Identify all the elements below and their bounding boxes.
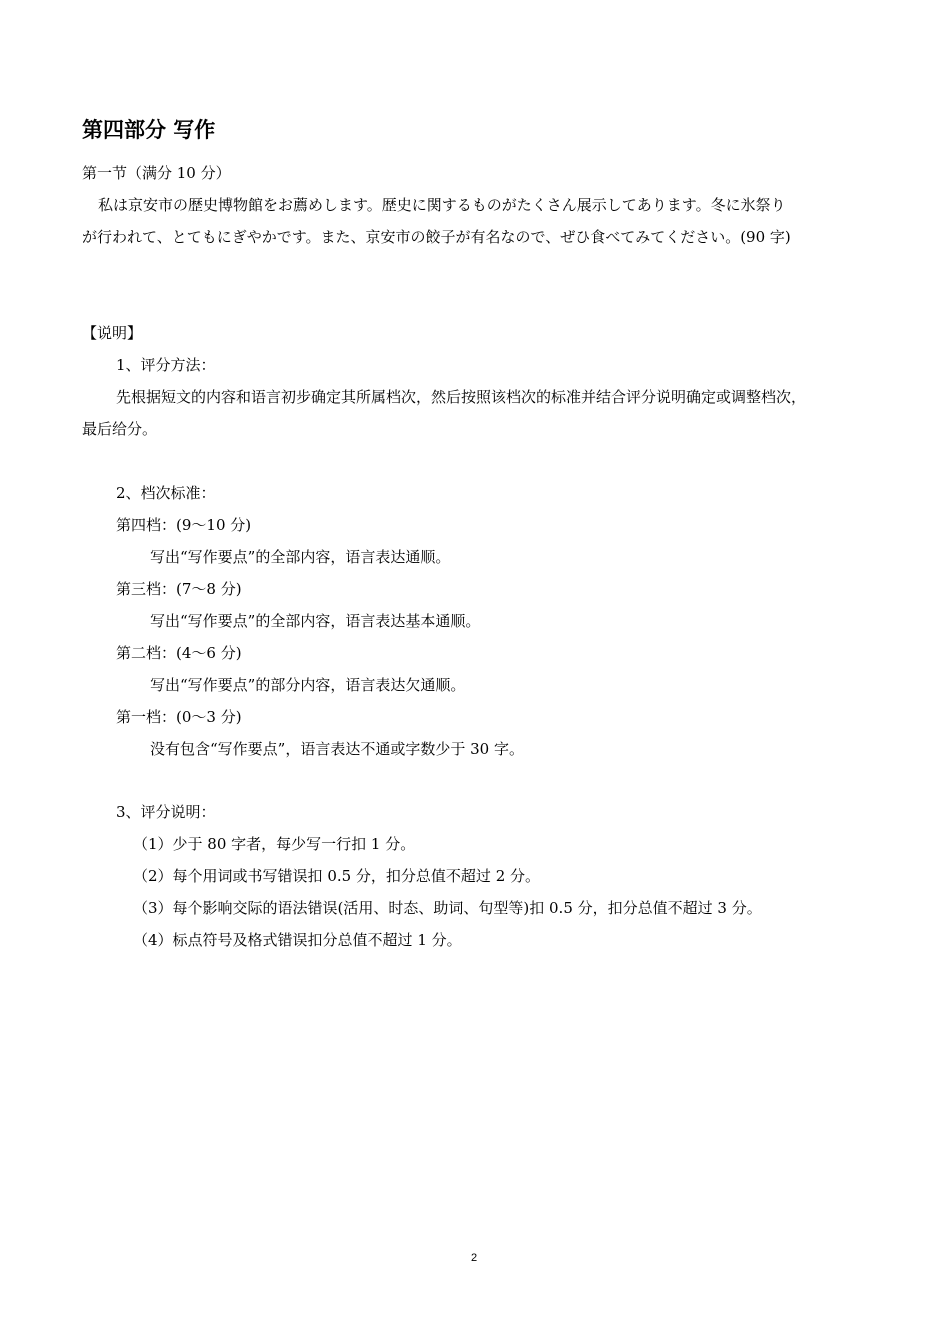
note-item: （2）每个用词或书写错误扣 0.5 分，扣分总值不超过 2 分。 <box>133 867 541 885</box>
grade-description: 写出“写作要点”的部分内容，语言表达欠通顺。 <box>150 676 466 694</box>
notes-title: 3、评分说明： <box>116 803 216 821</box>
grade-description: 写出“写作要点”的全部内容，语言表达通顺。 <box>150 548 451 566</box>
note-item: （1）少于 80 字者，每少写一行扣 1 分。 <box>133 835 416 853</box>
grade-label: 第三档：(7～8 分) <box>116 580 242 598</box>
note-item: （3）每个影响交际的语法错误(活用、时态、助词、句型等)扣 0.5 分，扣分总值不超过 3 分。 <box>133 899 762 917</box>
sample-text-line-2: が行われて、とてもにぎやかです。また、京安市の餃子が有名なので、ぜひ食べてみてください。(90 字) <box>82 228 791 246</box>
grade-label: 第一档：(0～3 分) <box>116 708 242 726</box>
grade-description: 没有包含“写作要点”，语言表达不通或字数少于 30 字。 <box>150 740 524 758</box>
page-number: 2 <box>471 1252 478 1264</box>
grades-title: 2、档次标准： <box>116 484 216 502</box>
grade-label: 第二档：(4～6 分) <box>116 644 242 662</box>
note-item: （4）标点符号及格式错误扣分总值不超过 1 分。 <box>133 931 462 949</box>
method-text-line-2: 最后给分。 <box>82 420 158 438</box>
grade-label: 第四档：(9～10 分) <box>116 516 252 534</box>
method-title: 1、评分方法： <box>116 356 216 374</box>
explanation-label: 【说明】 <box>82 324 143 342</box>
section-heading: 第四部分 写作 <box>82 117 216 142</box>
section1-title: 第一节（满分 10 分） <box>82 164 231 182</box>
sample-text-line-1: 私は京安市の歴史博物館をお薦めします。歴史に関するものがたくさん展示してあります。冬に氷祭り <box>98 196 786 214</box>
grade-description: 写出“写作要点”的全部内容，语言表达基本通顺。 <box>150 612 481 630</box>
method-text-line-1: 先根据短文的内容和语言初步确定其所属档次，然后按照该档次的标准并结合评分说明确定或调整档次， <box>116 388 807 406</box>
